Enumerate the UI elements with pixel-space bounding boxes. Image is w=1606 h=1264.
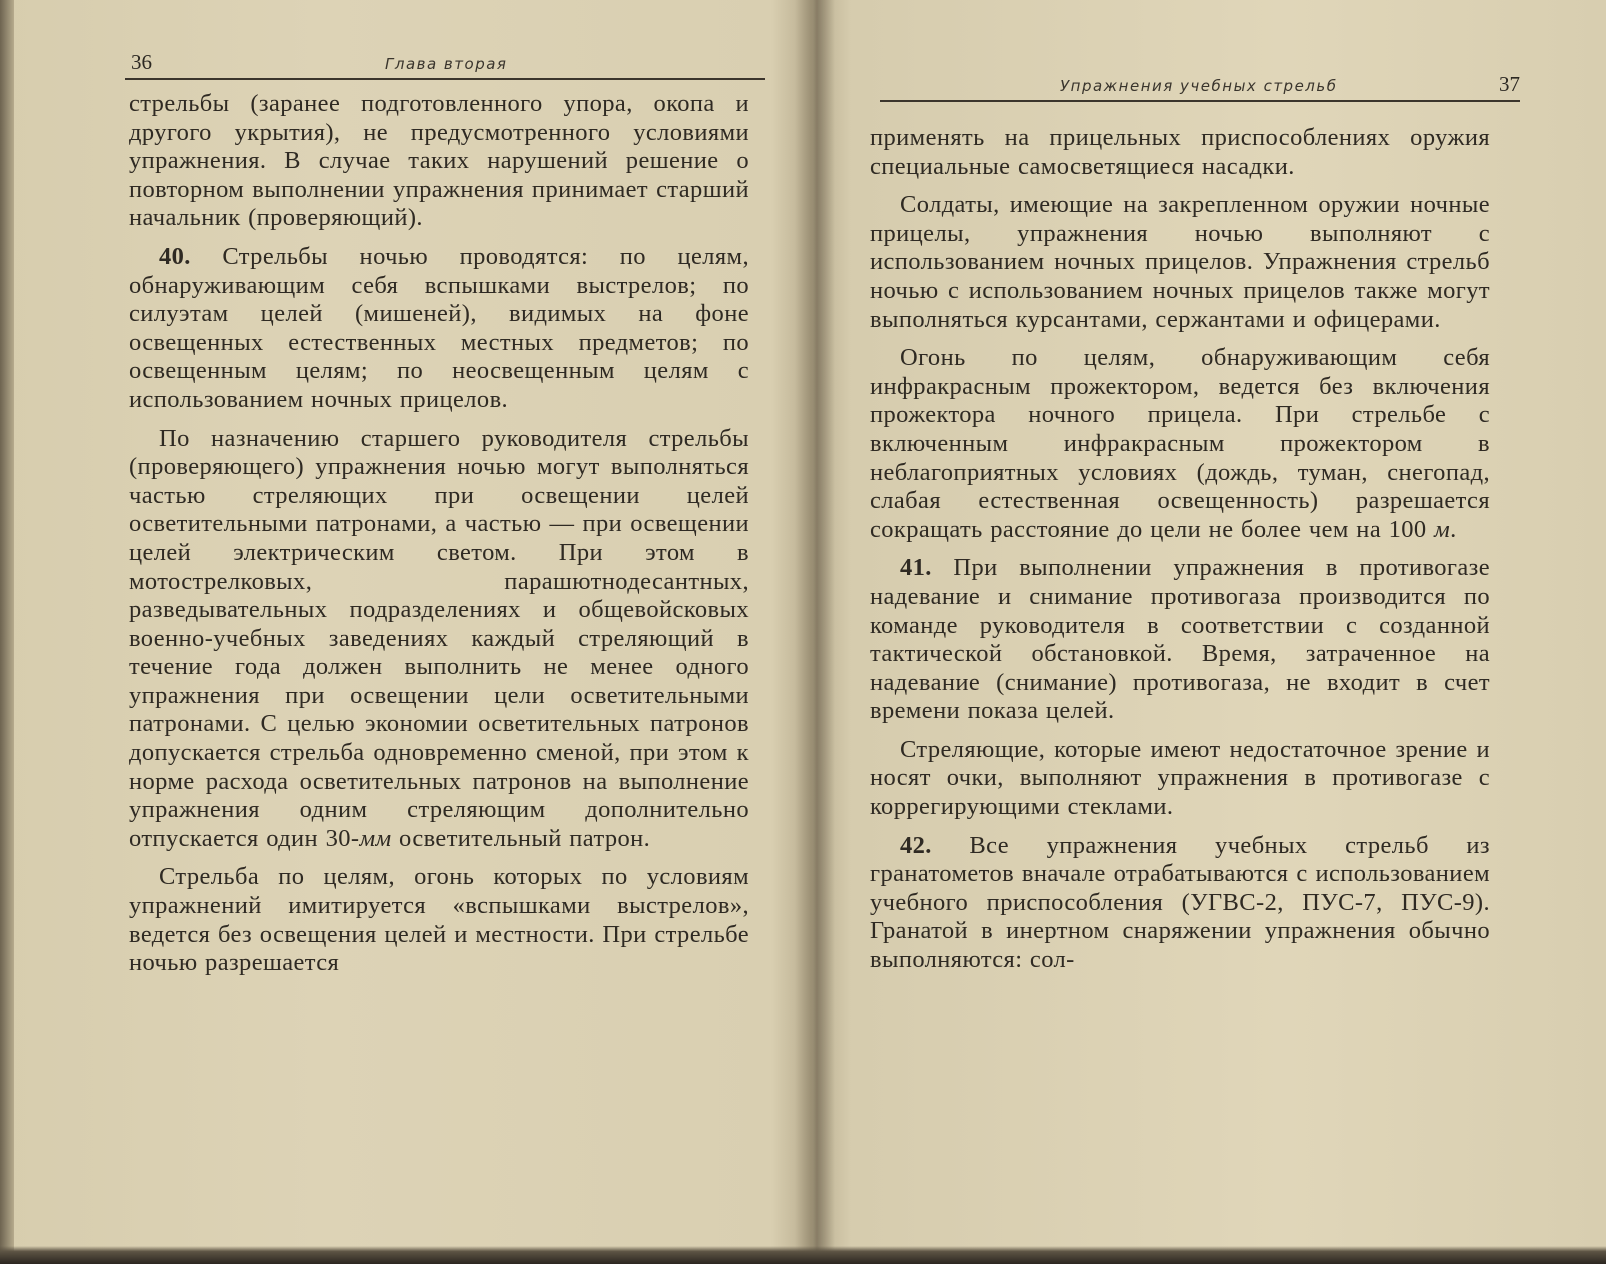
running-head: Глава вторая [385,55,508,73]
left-page-body [129,90,749,978]
paragraph: По назначению старшего руководителя стрельбы (проверяющего) упражнения ночью могут выполняться частью стреляющих при освещении целей осветительными патронами, а частью — при освещении целей электрическим светом. При этом в мотострелковых, парашютнодесантных, разведывательных подразделениях и общевойсковых военно-учебных заведениях каждый стреляющий в течение года должен выполнить не менее одного упражнения при освещении цели осветительными патронами. С целью экономии осветительных патронов допускается стрельба одновременно сменой, при этом к норме расхода осветительных патронов на выполнение упражнения одним стреляющим дополнительно отпускается один 30-мм осветительный патрон. [129,424,749,852]
left-page [125,0,765,988]
right-page-header [880,70,1520,102]
paragraph-number: 42. [900,831,932,859]
book-bottom-edge [0,1246,1606,1264]
page-number: 36 [131,50,152,74]
paragraph-number: 41. [900,554,932,582]
paragraph: Стрельба по целям, огонь которых по условиям упражнений имитируется «вспышками выстрелов», ведется без освещения целей и местности. При стрельбе ночью разрешается [129,863,749,977]
page-number: 37 [1499,72,1520,96]
running-head: Упражнения учебных стрельб [1060,77,1338,95]
right-page-body [870,124,1490,975]
paragraph-number: 40. [159,242,191,270]
book-left-edge [0,0,14,1264]
paragraph: Солдаты, имеющие на закрепленном оружии ночные прицелы, упражнения ночью выполняют с использованием ночных прицелов. Упражнения стрельб ночью с использованием ночных прицелов также могут выполняться курсантами, сержантами и офицерами. [870,191,1490,333]
paragraph-41: 41. При выполнении упражнения в противогазе надевание и снимание противогаза производится по команде руководителя в соответствии с созданной тактической обстановкой. Время, затраченное на надевание (снимание) противогаза, не входит в счет времени показа целей. [870,554,1490,725]
right-page [870,0,1520,985]
paragraph-40: 40. Стрельбы ночью проводятся: по целям, обнаруживающим себя вспышками выстрелов; по силуэтам целей (мишеней), видимых на фоне освещенных естественных местных предметов; по освещенным целям; по неосвещенным целям с использованием ночных прицелов. [129,242,749,413]
paragraph: стрельбы (заранее подготовленного упора, окопа и другого укрытия), не предусмотренного условиями упражнения. В случае таких нарушений решение о повторном выполнении упражнения принимает старший начальник (проверяющий). [129,90,749,232]
paragraph-42: 42. Все упражнения учебных стрельб из гранатометов вначале отрабатываются с использованием учебного приспособления (УГВС-2, ПУС-7, ПУС-9). Гранатой в инертном снаряжении упражнения обычно выполняются: сол- [870,831,1490,974]
book-gutter [795,0,835,1264]
paragraph: Огонь по целям, обнаруживающим себя инфракрасным прожектором, ведется без включения прожектора ночного прицела. При стрельбе с включенным инфракрасным прожектором в неблагоприятных условиях (дождь, туман, снегопад, слабая естественная освещенность) разрешается сокращать расстояние до цели не более чем на 100 м. [870,344,1490,543]
left-page-header [125,48,765,80]
paragraph: Стреляющие, которые имеют недостаточное зрение и носят очки, выполняют упражнения в противогазе с коррегирующими стеклами. [870,735,1490,821]
paragraph: применять на прицельных приспособлениях оружия специальные самосветящиеся насадки. [870,124,1490,180]
